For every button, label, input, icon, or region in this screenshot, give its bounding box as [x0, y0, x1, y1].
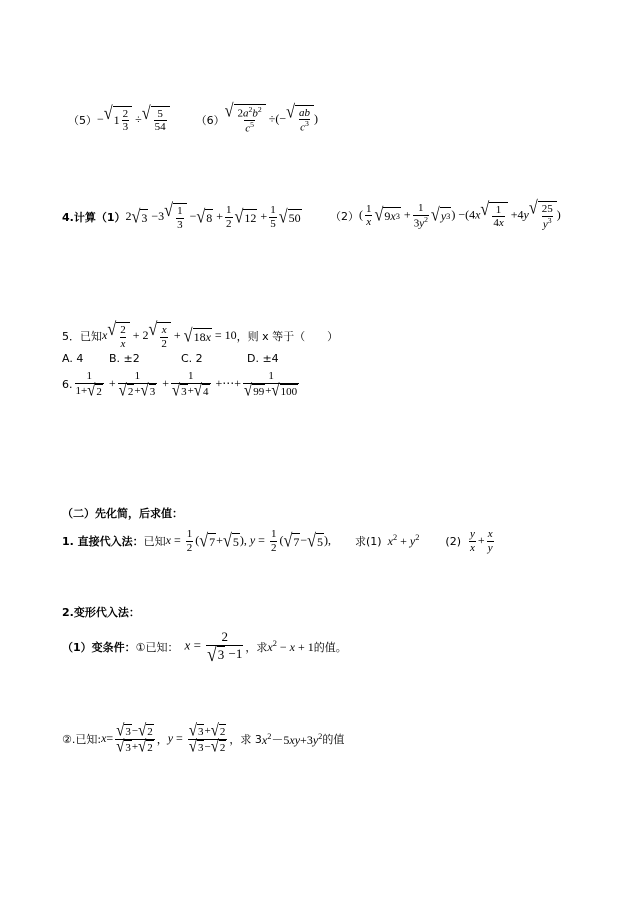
question-6-label: 6. [62, 377, 73, 391]
sub-2-expression-x: x= √ 3 − √ 2 √ 3 + √ 2 [101, 721, 153, 756]
method-2-sub-2 [62, 721, 345, 756]
sub-2-sep: ， [156, 733, 168, 747]
method-2-title: 2.变形代入法： [62, 606, 140, 619]
question-5 [62, 318, 339, 350]
sub-1-expression: x = 2 √ 3 −1 [184, 629, 243, 666]
question-5-expression: x √ $\frac{2}{x}$ + 2 √ $\frac{x}{2}$ + √ 18 x = 10 [102, 318, 237, 350]
question-6 [62, 370, 301, 398]
problem-6-label: （6） [195, 113, 225, 127]
question-6-expression: 1 1+ √ 2 + 1 √ 2 + √ 3 + 1 √ 3 + √ 4 +⋯+ 1 √ 99 + √ 100 [75, 370, 298, 400]
method-1-ask-1-expression: $x^2 + y^2$ [387, 533, 420, 549]
problem-4-part2 [330, 197, 561, 231]
problem-5-label: （5） [68, 113, 97, 127]
problem-4-part1 [62, 199, 302, 231]
problem-5-6 [68, 100, 318, 136]
option-b: B. ±2 [109, 352, 140, 365]
sub-2-expression-y: y = √ 3 + √ 2 √ 3 − √ 2 [167, 721, 226, 756]
method-1-ask-2: (2) [445, 534, 462, 548]
method-1-ask-1: 求(1) [355, 535, 382, 549]
problem-6-expression: √ $\frac{2a^2b^2}{c^5}$ ÷(− √ $\frac{ab}{c^3}$ ) [224, 100, 318, 135]
method-2-sub-1 [62, 629, 347, 666]
method-1-expression: x = $\frac{1}{2}$ ( √ 7 + √ 5 ), y = $\frac{1}{2}$ ( √ 7 − √ 5 ), [165, 528, 332, 554]
problem-4-label: 4.计算（1） [62, 211, 126, 225]
question-5-tail: ，则 x 等于（ ） [236, 330, 339, 344]
problem-4b-expression: ( $\frac{1}{x}$ √ 9 x 3 + $\frac{1}{3y^2}$ √ y 3 ) −(4x √ $\frac{1}{4x}$ +4y √ $\frac{25}{y^3}$ ) [359, 197, 561, 231]
option-c: C. 2 [181, 352, 203, 365]
method-1 [62, 528, 496, 554]
method-1-ask-2-expression: $\frac{y}{x}$ + $\frac{x}{y}$ [470, 528, 493, 554]
option-a: A. 4 [62, 352, 84, 365]
sub-1-ask-expression: $x^2 - x + 1$ [267, 638, 314, 654]
sub-1-ask-pre: ，求 [245, 640, 268, 654]
sub-2-ask-pre: ，求 3 [229, 733, 262, 747]
question-5-label: 5．已知 [62, 330, 102, 344]
problem-4b-label: （2） [330, 209, 359, 223]
sub-2-label: ②.已知: [62, 733, 102, 747]
option-d: D. ±4 [247, 352, 279, 365]
sub-1-label: （1）变条件： [62, 640, 136, 654]
method-1-given: 已知 [143, 535, 166, 549]
sub-2-ask-post: 的值 [322, 733, 345, 747]
method-1-label: 1. 直接代入法： [62, 535, 144, 549]
section-2-title: （二）先化简，后求值： [62, 507, 183, 520]
sub-1-given: ①已知： [135, 640, 179, 654]
problem-4-expression: 2 √ 3 −3 √ $\frac{1}{3}$ − √ 8 + $\frac{1}{2}$ √ 12 + $\frac{1}{5}$ √ 50 [125, 199, 301, 231]
problem-5-expression: − √ 1 $\frac{2}{3}$ ÷ √ $\frac{5}{54}$ [97, 106, 170, 134]
question-5-options [62, 352, 279, 365]
sub-2-ask-expression: $x^2-5xy+3y^2$ [261, 731, 323, 747]
sub-1-ask-post: 的值。 [313, 640, 347, 654]
